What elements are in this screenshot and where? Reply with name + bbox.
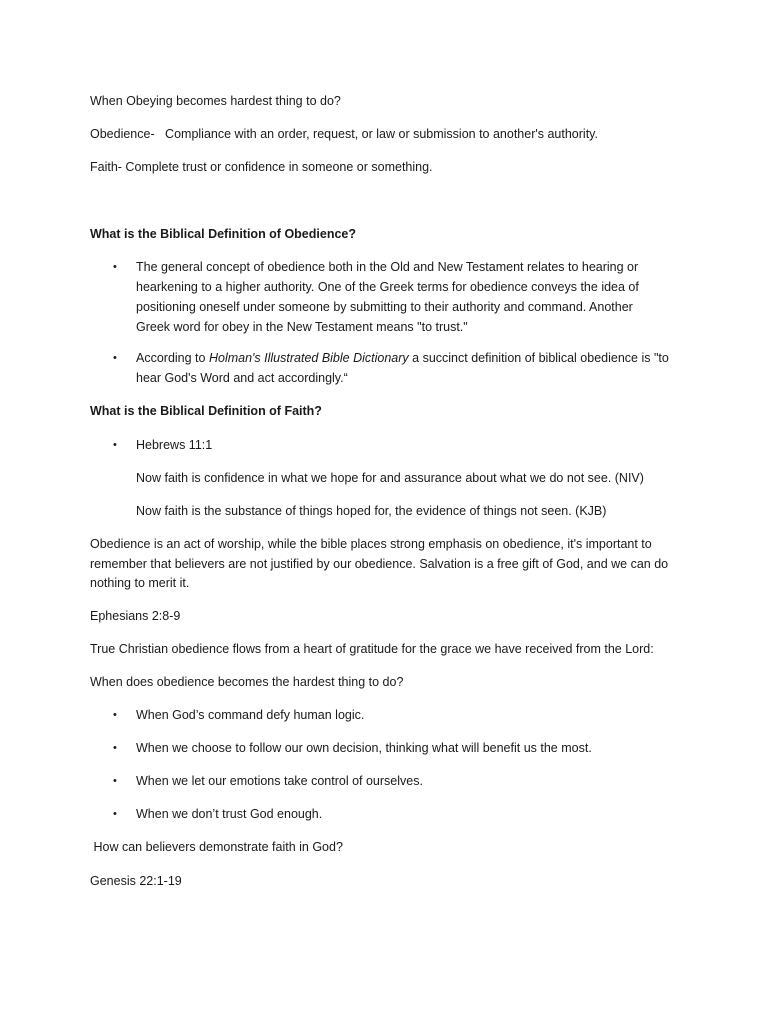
obedience-bullet-2 [136, 348, 671, 388]
bullet-glyph: • [113, 742, 117, 754]
gratitude-line: True Christian obedience flows from a heart of gratitude for the grace we have received from the Lord: [90, 642, 654, 656]
bullet-glyph: • [113, 352, 117, 364]
faith-section-title: What is the Biblical Definition of Faith? [90, 404, 322, 418]
bullet-2-definition: a succinct definition of biblical obedience is "to hear God's Word and act accordingly.“ [136, 351, 669, 385]
worship-paragraph: Obedience is an act of worship, while the bible places strong emphasis on obedience, it's important to remember that believers are not justified by our obedience. Salvation is a free gift of God, and we can do nothing to merit it. [90, 537, 669, 590]
ephesians-reference: Ephesians 2:8-9 [90, 609, 181, 623]
obedience-definition [90, 126, 598, 142]
bullet-2-intro: According to [136, 351, 209, 365]
niv-verse: Now faith is confidence in what we hope for and assurance about what we do not see. (NIV) [136, 471, 644, 485]
bullet-glyph: • [113, 808, 117, 820]
hardest-item: When we let our emotions take control of ourselves. [136, 774, 423, 788]
bullet-glyph: • [113, 775, 117, 787]
obedience-bullet-1: The general concept of obedience both in the Old and New Testament relates to hearing or hearkening to a higher authority. One of the Greek terms for obedience conveys the idea of positioning oneself under someone by submitting to their authority and command. Another Greek word for obey in the New Testament means "to trust." [136, 260, 639, 334]
bullet-glyph: • [113, 709, 117, 721]
bullet-glyph: • [113, 261, 117, 273]
faith-definition: Faith- Complete trust or confidence in someone or something. [90, 160, 433, 174]
dictionary-title: Holman's Illustrated Bible Dictionary [208, 351, 409, 365]
hardest-item: When we don’t trust God enough. [136, 807, 323, 821]
obedience-term: Obedience- [90, 127, 155, 141]
opening-question: When Obeying becomes hardest thing to do? [90, 94, 341, 108]
hardest-item: When God’s command defy human logic. [136, 708, 365, 722]
obedience-section-title: What is the Biblical Definition of Obedience? [90, 227, 356, 241]
demonstrate-question: How can believers demonstrate faith in God? [90, 840, 343, 854]
bullet-glyph: • [113, 439, 117, 451]
hebrews-reference: Hebrews 11:1 [136, 438, 213, 452]
hardest-question: When does obedience becomes the hardest thing to do? [90, 675, 404, 689]
obedience-definition-text: Compliance with an order, request, or law or submission to another's authority. [165, 127, 598, 141]
kjb-verse: Now faith is the substance of things hoped for, the evidence of things not seen. (KJB) [136, 504, 607, 518]
genesis-reference: Genesis 22:1-19 [90, 874, 182, 888]
hardest-item: When we choose to follow our own decision, thinking what will benefit us the most. [136, 741, 592, 755]
